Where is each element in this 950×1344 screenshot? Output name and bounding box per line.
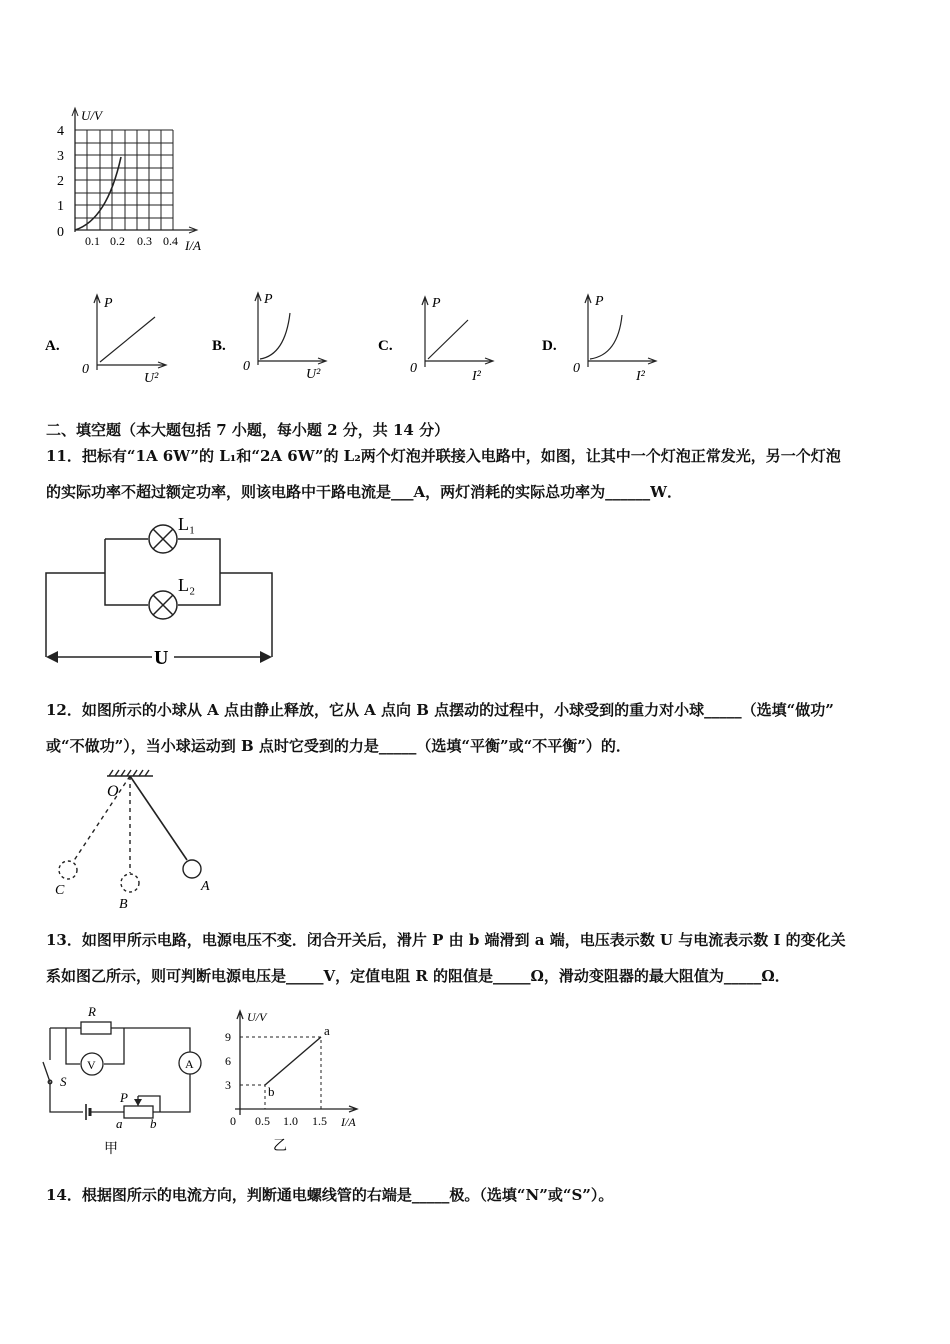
top-graph-xtick: 0.3 <box>137 234 152 248</box>
q12-line1: 12．如图所示的小球从 A 点由静止释放，它从 A 点向 B 点摆动的过程中，小球受到的重力对小球_____（选填“做功” <box>46 701 834 719</box>
graph-xtick: 1.5 <box>312 1114 327 1128</box>
graph-caption: 乙 <box>273 1139 287 1154</box>
top-graph-ytick: 1 <box>57 199 64 214</box>
ammeter-label: A <box>185 1057 194 1071</box>
option-d-xaxis: I² <box>636 369 645 384</box>
q12-line2: 或“不做功”），当小球运动到 B 点时它受到的力是_____（选填“平衡”或“不平衡”）的． <box>46 737 631 755</box>
option-a-origin: 0 <box>82 362 89 377</box>
q13-line2: 系如图乙所示，则可判断电源电压是_____V，定值电阻 R 的阻值是_____Ω，滑动变阻器的最大阻值为_____Ω． <box>46 967 790 985</box>
top-graph-ytick: 3 <box>57 149 64 164</box>
q11-line2: 的实际功率不超过额定功率，则该电路中干路电流是___A，两灯消耗的实际总功率为______W． <box>46 483 682 501</box>
q12-pendulum <box>45 768 225 913</box>
section-title: 二、填空题（本大题包括 7 小题，每小题 2 分，共 14 分） <box>46 421 450 439</box>
graph-xtick: 1.0 <box>283 1114 298 1128</box>
q11-line1: 11．把标有“1A 6W”的 L₁和“2A 6W”的 L₂两个灯泡并联接入电路中，如图，让其中一个灯泡正常发光，另一个灯泡 <box>46 447 841 465</box>
q11-circuit <box>40 505 280 670</box>
graph-ytick: 3 <box>225 1078 231 1092</box>
slider-label: P <box>120 1090 128 1105</box>
option-b-yaxis: P <box>264 292 273 307</box>
top-graph-ytick: 4 <box>57 124 64 139</box>
option-b-label: B. <box>212 338 226 354</box>
q13-circuit <box>40 1000 215 1160</box>
option-d-origin: 0 <box>573 361 580 376</box>
lamp1-label: L₁ <box>178 514 196 534</box>
top-graph-ytick: 2 <box>57 174 64 189</box>
voltmeter-label: V <box>87 1058 96 1072</box>
option-d-label: D. <box>542 338 557 354</box>
graph-y-label: U/V <box>247 1010 267 1024</box>
point-c-label: C <box>55 883 65 898</box>
top-ui-graph <box>45 100 225 260</box>
option-c-origin: 0 <box>410 361 417 376</box>
option-b-origin: 0 <box>243 359 250 374</box>
q13-ui-graph <box>215 1005 370 1160</box>
graph-x-label: I/A <box>341 1115 356 1129</box>
graph-point-b: b <box>268 1084 275 1099</box>
q13-line1: 13．如图甲所示电路，电源电压不变．闭合开关后，滑片 P 由 b 端滑到 a 端，电压表示数 U 与电流表示数 I 的变化关 <box>46 931 846 949</box>
option-c-label: C. <box>378 338 393 354</box>
top-graph-xtick: 0.2 <box>110 234 125 248</box>
graph-ytick: 6 <box>225 1054 231 1068</box>
top-graph-xtick: 0.1 <box>85 234 100 248</box>
option-c-xaxis: I² <box>472 369 481 384</box>
circuit-caption: 甲 <box>104 1142 118 1157</box>
graph-ytick: 9 <box>225 1030 231 1044</box>
lamp2-label: L₂ <box>178 575 196 595</box>
top-graph-y-label: U/V <box>81 108 102 123</box>
graph-point-a: a <box>324 1023 330 1038</box>
graph-origin: 0 <box>230 1114 236 1128</box>
end-a-label: a <box>116 1116 123 1131</box>
top-graph-xtick: 0.4 <box>163 234 178 248</box>
option-a-xaxis: U² <box>144 371 159 386</box>
pivot-label: O <box>107 783 119 800</box>
top-graph-x-label: I/A <box>185 238 201 253</box>
resistor-label: R <box>88 1004 96 1019</box>
q14-line1: 14．根据图所示的电流方向，判断通电螺线管的右端是_____极。（选填“N”或“S”）。 <box>46 1186 614 1204</box>
options-row <box>40 285 680 390</box>
option-d-yaxis: P <box>595 294 604 309</box>
voltage-label: U <box>154 647 169 669</box>
top-graph-origin: 0 <box>57 225 64 240</box>
option-a-label: A. <box>45 338 60 354</box>
point-a-label: A <box>201 879 210 894</box>
end-b-label: b <box>150 1116 157 1131</box>
option-a-yaxis: P <box>104 296 113 311</box>
option-b-xaxis: U² <box>306 367 321 382</box>
point-b-label: B <box>119 897 128 912</box>
graph-xtick: 0.5 <box>255 1114 270 1128</box>
switch-label: S <box>60 1074 67 1089</box>
option-c-yaxis: P <box>432 296 441 311</box>
